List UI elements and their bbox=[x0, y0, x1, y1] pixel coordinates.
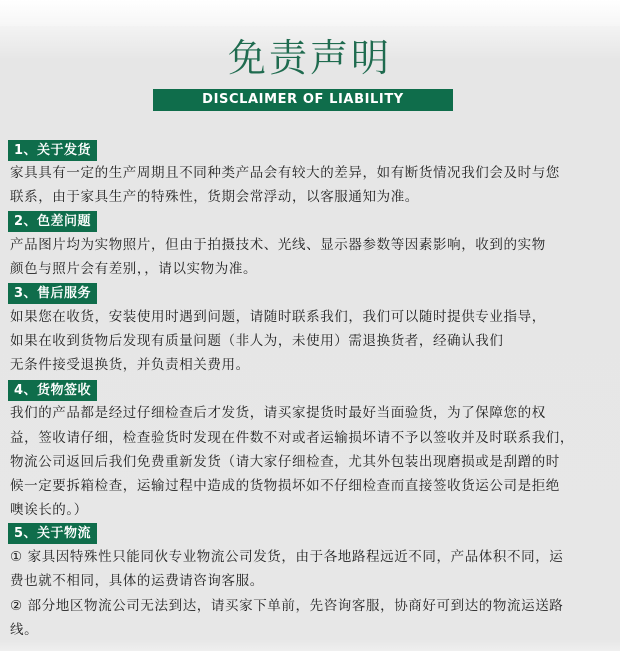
section-text-line: 物流公司返回后我们免费重新发货（请大家仔细检查，尤其外包装出现磨损或是刮蹭的时 bbox=[10, 454, 560, 470]
section-text-line: 如果在收到货物后发现有质量问题（非人为，未使用）需退换货者，经确认我们 bbox=[10, 333, 504, 349]
section-text-line: 我们的产品都是经过仔细检查后才发货，请买家提货时最好当面验货，为了保障您的权 bbox=[10, 405, 546, 421]
section-text-line: 产品图片均为实物照片，但由于拍摄技术、光线、显示器参数等因素影响，收到的实物 bbox=[10, 237, 546, 253]
section-text-line: 颜色与照片会有差别，，请以实物为准。 bbox=[10, 261, 258, 277]
section-heading-color-difference: 2、色差问题 bbox=[8, 211, 97, 232]
section-heading-after-sales: 3、售后服务 bbox=[8, 283, 97, 304]
section-text-line: 费也就不相同，具体的运费请咨询客服。 bbox=[10, 573, 264, 589]
section-heading-receipt: 4、货物签收 bbox=[8, 380, 97, 401]
section-text-line: ① 家具因特殊性只能同伙专业物流公司发货，由于各地路程远近不同，产品体积不同，运 bbox=[10, 549, 564, 565]
section-text-line: ② 部分地区物流公司无法到达，请买家下单前，先咨询客服，协商好可到达的物流运送路 bbox=[10, 598, 564, 614]
section-heading-shipping: 1、关于发货 bbox=[8, 140, 97, 161]
page-title: 免责声明 bbox=[227, 36, 392, 80]
section-text-line: 候一定要拆箱检查，运输过程中造成的货物损坏如不仔细检查而直接签收货运公司是拒绝 bbox=[10, 478, 560, 494]
section-text-line: 如果您在收货，安装使用时遇到问题，请随时联系我们，我们可以随时提供专业指导， bbox=[10, 309, 546, 325]
section-text-line: 噢诶长的。） bbox=[10, 502, 88, 518]
section-text-line: 益，签收请仔细，检查验货时发现在件数不对或者运输损坏请不予以签收并及时联系我们， bbox=[10, 430, 574, 446]
section-text-line: 无条件接受退换货，并负责相关费用。 bbox=[10, 357, 250, 373]
section-text-line: 家具具有一定的生产周期且不同种类产品会有较大的差异，如有断货情况我们会及时与您 bbox=[10, 165, 560, 181]
page-subtitle-banner: DISCLAIMER OF LIABILITY bbox=[153, 89, 453, 111]
section-text-line: 线。 bbox=[10, 622, 39, 638]
section-text-line: 联系，由于家具生产的特殊性，货期会常浮动，以客服通知为准。 bbox=[10, 189, 419, 205]
section-heading-logistics: 5、关于物流 bbox=[8, 523, 97, 544]
